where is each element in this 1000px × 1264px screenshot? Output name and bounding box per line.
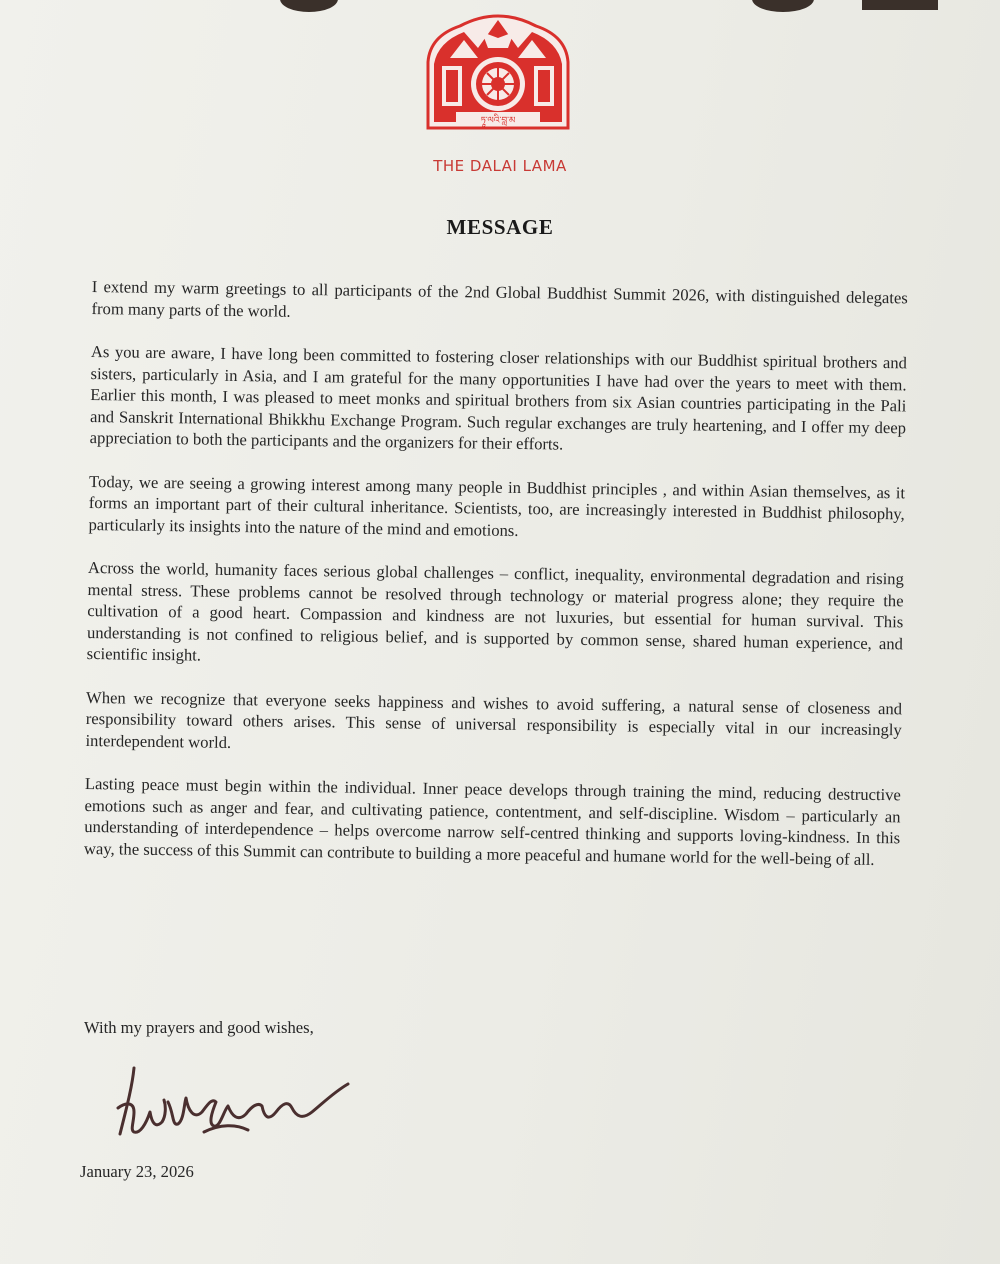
shadow-blob (752, 0, 814, 12)
paragraph: I extend my warm greetings to all participants of the 2nd Global Buddhist Summit 2026, with distinguished delegates from many parts of the world. (91, 276, 908, 321)
signature-icon (112, 1062, 357, 1142)
closing-line: With my prayers and good wishes, (84, 1018, 314, 1037)
paragraph: As you are aware, I have long been committed to fostering closer relationships with our Buddhist spiritual brothers and sisters, particularly in Asia, and I am grateful for the many opportunities I have had over the years to meet with them. Earlier this month, I was pleased to meet monks and spiritual brothers from six Asian countries participating in the Pali and Sanskrit International Bhikkhu Exchange Program. Such regular exchanges are truly heartening, and I offer my deep appreciation to both the participants and the organizers for their efforts. (89, 341, 907, 454)
message-body (84, 276, 908, 892)
shadow-blob (862, 0, 938, 10)
paragraph: Lasting peace must begin within the individual. Inner peace develops through training the mind, reducing destructive emotions such as anger and fear, and cultivating patience, contentment, and self-discipline. Wisdom – particularly an understanding of interdependence – helps overcome narrow self-centred thinking and supports loving-kindness. In this way, the success of this Summit can contribute to building a more peaceful and humane world for the well-being of all. (83, 773, 901, 869)
shadow-blob (280, 0, 338, 12)
seal-script: ཏཱ་ལའི་བླ་མ (480, 116, 516, 126)
letter-date: January 23, 2026 (80, 1162, 194, 1181)
paragraph: Today, we are seeing a growing interest among many people in Buddhist principles , and within Asian themselves, as it forms an important part of their cultural inheritance. Scientists, too, are increasingly interested in Buddhist philosophy, particularly its insights into the nature of the mind and emotions. (88, 471, 906, 540)
message-title: MESSAGE (446, 215, 554, 239)
paragraph: When we recognize that everyone seeks happiness and wishes to avoid suffering, a natural sense of closeness and responsibility toward others arises. This sense of universal responsibility is especially vital in our increasingly interdependent world. (85, 687, 903, 752)
paragraph: Across the world, humanity faces serious global challenges – conflict, inequality, environmental degradation and rising mental stress. These problems cannot be resolved through technology or material progress alone; they require the cultivation of a good heart. Compassion and kindness are not luxuries, but essential for human survival. This understanding is not confined to religious belief, and is supported by common sense, shared human experience, and scientific insight. (86, 557, 904, 665)
official-seal-icon (420, 8, 576, 132)
letterhead-name: THE DALAI LAMA (433, 157, 567, 175)
